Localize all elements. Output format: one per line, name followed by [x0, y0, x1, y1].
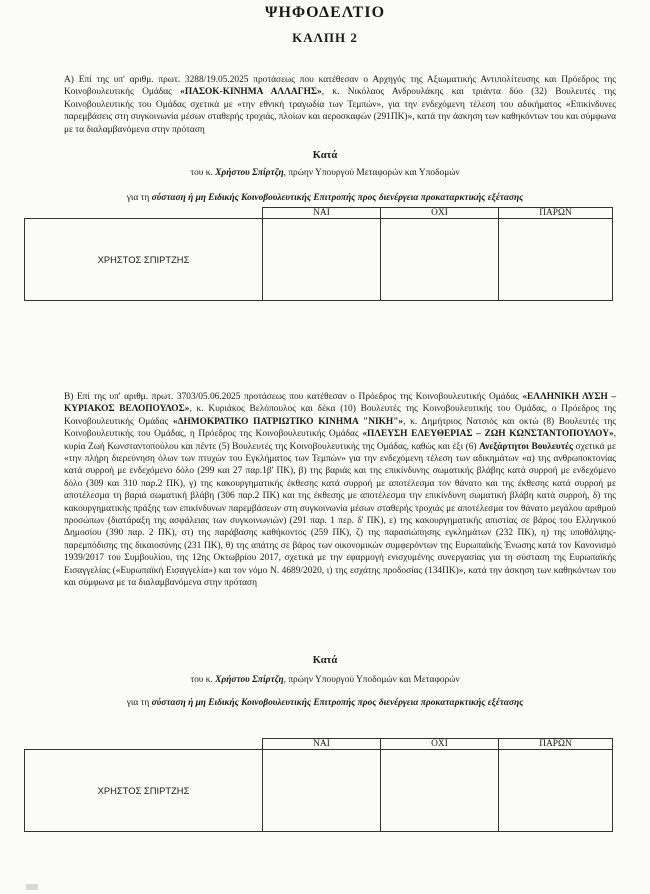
section-b-person-pre: του κ. — [190, 675, 216, 685]
section-b-text-4: , κυρία Ζωή Κωνσταντοπούλου και πέντε (5) Βουλευτές της Κοινοβουλευτικής της Ομάδας, καθώς και έξι (6) — [64, 429, 617, 452]
section-a-present-cell[interactable] — [499, 219, 613, 301]
section-b-candidate-name: ΧΡΗΣΤΟΣ ΣΠΙΡΤΖΗΣ — [25, 750, 263, 832]
table-corner — [25, 208, 263, 219]
section-a-no-cell[interactable] — [381, 219, 499, 301]
section-b-party-3: «ΠΛΕΥΣΗ ΕΛΕΥΘΕΡΙΑΣ – ΖΩΗ ΚΩΝΣΤΑΝΤΟΠΟΥΛΟΥ» — [362, 429, 614, 440]
section-b-purpose-pre: για τη — [126, 698, 152, 708]
section-b-no-cell[interactable] — [381, 750, 499, 832]
section-b-text-5: σχετικά με «την πλήρη διερεύνηση όλων των πτυχών του Εγκλήματος των Τεμπών» για την ενδεχόμενη τέλεση των αδικημάτων «α) της ανθρωποκτονίας κατά συρροή με ενδεχόμενο δόλο (299 και 27 παρ.1β' ΠΚ), β) της βαριάς και της επικίνδυνης σωματικής βλάβης κατά συρροή με ενδεχόμενο δόλο (309 και 310 παρ.2 ΠΚ), γ) της κακουργηματικής έκθεσης κατά συρροή με αποτέλεσμα τον θάνατο και της έκθεσης κατά συρροή με αποτέλεσμα τη βαριά σωματική βλάβη (306 παρ.2 ΠΚ) και της έκθεσης με αποτέλεσμα την επικίνδυνη σωματική βλάβη κατά συρροή, δ) της κακουργηματικής πράξης των επικίνδυνων παρεμβάσεων στη συγκοινωνία μέσων σταθερής τροχιάς με αποτέλεσμα τον θάνατο μεγάλου αριθμού προσώπων (διατάραξη της ασφάλειας των συγκοινωνιών) (291 παρ. 1 περ. δ' ΠΚ), ε) της κακουργηματικής απιστίας σε βάρος του Ελληνικού Δημοσίου (390 παρ. 2 ΠΚ), στ) της παράβασης καθήκοντος (259 ΠΚ), ζ) της παρασιώπησης εγκλημάτων (232 ΠΚ), η) της υποθάλψης-παρεμπόδισης της δικαιοσύνης (231 ΠΚ), θ) της απάτης σε βάρος των οικονομικών συμφερόντων της Ευρωπαϊκής Ένωσης κατά τον Κανονισμό 1939/2017 του Συμβουλίου, της 12ης Οκτωβρίου 2017, σχετικά με την εφαρμογή ενισχυμένης συνεργασίας για τη σύσταση της Ευρωπαϊκής Εισαγγελίας («Ευρωπαϊκή Εισαγγελία») και τον νόμο Ν. 4689/2020, ι) της εσχάτης προδοσίας (134ΠΚ)», κατά την άσκηση των καθηκόντων του και σύμφωνα με τα διαλαμβανόμενα στην πρόταση — [64, 441, 616, 589]
page-corner-mark — [26, 884, 38, 890]
section-b-purpose — [0, 698, 650, 708]
section-a-person-line — [0, 168, 650, 178]
section-a-purpose-pre: για τη — [126, 193, 152, 203]
section-a-purpose — [0, 193, 650, 203]
section-b-text-1: Β) Επί της υπ' αριθμ. πρωτ. 3703/05.06.2025 προτάσεως που κατέθεσαν ο Πρόεδρος της Κοινοβουλευτικής Ομάδας — [64, 392, 523, 402]
section-b-person-line — [0, 675, 650, 685]
section-b-text-2: , κ. Κυριάκος Βελόπουλος και δέκα (10) Βουλευτές της Κοινοβουλευτικής του Ομάδας, ο Πρόεδρος της Κοινοβουλευτικής Ομάδας — [64, 404, 616, 427]
section-a-kata: Κατά — [312, 150, 338, 161]
section-a-text-1: Α) Επί της υπ' αριθμ. πρωτ. 3288/19.05.2025 προτάσεως που κατέθεσαν ο Αρχηγός της Αξιωματικής Αντιπολίτευσης και Πρόεδρος της Κοινοβουλευτικής Ομάδας — [64, 75, 616, 98]
section-b-person-post: , πρώην Υπουργού Υποδομών και Μεταφορών — [283, 675, 460, 685]
section-a-paragraph — [64, 74, 616, 136]
section-a-person-pre: του κ. — [190, 168, 216, 178]
section-b-col-no: ΟΧΙ — [381, 739, 499, 750]
section-b-present-cell[interactable] — [499, 750, 613, 832]
section-b-person-name: Χρήστου Σπίρτζη — [215, 675, 284, 685]
section-b-independents: Ανεξάρτητοι Βουλευτές — [479, 441, 574, 452]
section-b-col-yes: ΝΑΙ — [263, 739, 381, 750]
section-a-party: «ΠΑΣΟΚ-ΚΙΝΗΜΑ ΑΛΛΑΓΗΣ» — [180, 87, 322, 98]
section-a-col-yes: ΝΑΙ — [263, 208, 381, 219]
section-b-yes-cell[interactable] — [263, 750, 381, 832]
section-b-purpose-text: σύσταση ή μη Ειδικής Κοινοβουλευτικής Επιτροπής προς διενέργεια προκαταρκτικής εξέτασης — [151, 698, 524, 708]
table-corner — [25, 739, 263, 750]
section-b-text-3: , κ. Δημήτριος Νατσιός και οκτώ (8) Βουλευτές της Κοινοβουλευτικής του Ομάδας, η Πρόεδρος της Κοινοβουλευτικής Ομάδας — [64, 416, 616, 440]
section-b-kata: Κατά — [312, 655, 338, 666]
section-b-paragraph — [64, 391, 616, 590]
section-a-purpose-text: σύσταση ή μη Ειδικής Κοινοβουλευτικής Επιτροπής προς διενέργεια προκαταρκτικής εξέτασης — [151, 193, 524, 203]
section-a-yes-cell[interactable] — [263, 219, 381, 301]
section-b-col-present: ΠΑΡΩΝ — [499, 739, 613, 750]
section-a-person-post: , πρώην Υπουργού Μεταφορών και Υποδομών — [283, 168, 460, 178]
ballot-box-label: ΚΑΛΠΗ 2 — [292, 30, 358, 45]
section-b-party-1: «ΕΛΛΗΝΙΚΗ ΛΥΣΗ – ΚΥΡΙΑΚΟΣ ΒΕΛΟΠΟΥΛΟΣ» — [64, 392, 617, 415]
section-a-candidate-name: ΧΡΗΣΤΟΣ ΣΠΙΡΤΖΗΣ — [25, 219, 263, 301]
ballot-title: ΨΗΦΟΔΕΛΤΙΟ — [264, 4, 386, 21]
section-b-vote-table — [24, 738, 613, 832]
section-a-text-2: , κ. Νικόλαος Ανδρουλάκης και τριάντα δύο (32) Βουλευτές της Κοινοβουλευτικής του Ομάδας σχετικά με «την εθνική τραγωδία των Τεμπών», για την ενδεχόμενη τέλεση του αδικήματος «Επικίνδυνες παρεμβάσεις στη συγκοινωνία μέσων σταθερής τροχιάς, πλοίων και αεροσκαφών (291ΠΚ)», κατά την άσκηση των καθηκόντων του και σύμφωνα με τα διαλαμβανόμενα στην πρόταση — [64, 87, 617, 135]
section-a-col-present: ΠΑΡΩΝ — [499, 208, 613, 219]
section-a-person-name: Χρήστου Σπίρτζη — [215, 168, 284, 178]
section-a-col-no: ΟΧΙ — [381, 208, 499, 219]
section-b-party-2: «ΔΗΜΟΚΡΑΤΙΚΟ ΠΑΤΡΙΩΤΙΚΟ ΚΙΝΗΜΑ "ΝΙΚΗ"» — [172, 416, 404, 427]
section-a-vote-table — [24, 207, 613, 301]
